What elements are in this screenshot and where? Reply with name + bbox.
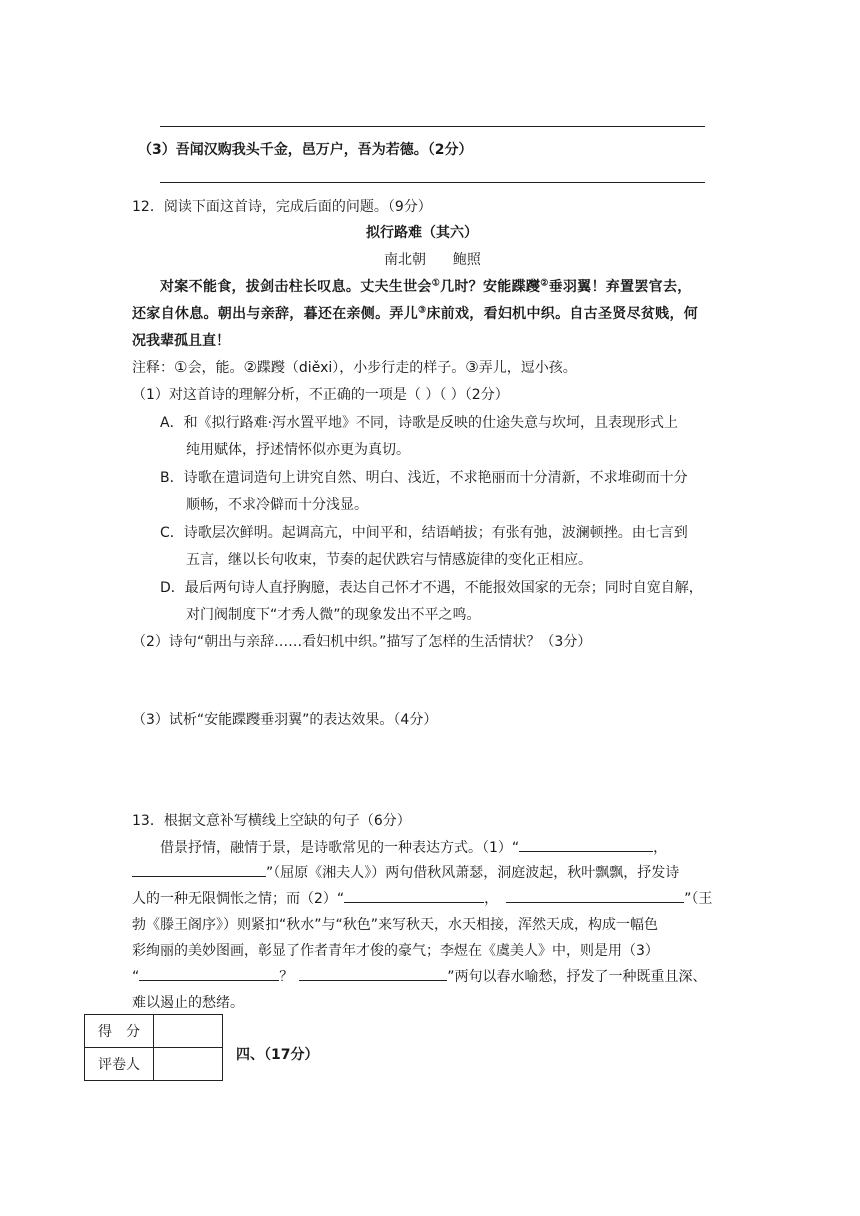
poem-title: 拟行路难（其六） (366, 225, 478, 241)
q12-heading: 12．阅读下面这首诗，完成后面的问题。（9分） (132, 199, 432, 215)
blank[interactable] (344, 889, 484, 903)
blank[interactable] (299, 967, 447, 981)
option-c-line-1: C．诗歌层次鲜明。起调高亢，中间平和，结语峭拔；有张有弛，波澜顿挫。由七言到 (160, 525, 688, 541)
q13-line-5: 彩绚丽的美妙图画，彰显了作者青年才俊的豪气；李煜在《虞美人》中，则是用（3） (132, 943, 659, 959)
q11-item3: （3）吾闻汉购我头千金，邑万户，吾为若德。（2分） (138, 142, 473, 158)
poem-notes: 注释：①会，能。②蹀躞（diěxi），小步行走的样子。③弄儿，逗小孩。 (132, 358, 577, 376)
blank[interactable] (519, 838, 653, 852)
score-label: 得 分 (85, 1015, 154, 1048)
poem-line-2: 还家自休息。朝出与亲辞，暮还在亲侧。弄儿③床前戏，看妇机中织。自古圣贤尽贫贱，何 (132, 305, 699, 322)
q12-sub3: （3）试析“安能蹀躞垂羽翼”的表达效果。（4分） (132, 712, 438, 728)
blank[interactable] (506, 889, 684, 903)
option-a-line-1: A．和《拟行路难·泻水置平地》不同，诗歌是反映的仕途失意与坎坷，且表现形式上 (160, 415, 679, 431)
q13-line-1: 借景抒情，融情于景，是诗歌常见的一种表达方式。（1）“ ， (160, 840, 668, 856)
blank[interactable] (132, 863, 266, 877)
q13-line-3: 人的一种无限惆怅之情；而（2）“ ， ”（王 (132, 891, 713, 907)
answer-line (160, 182, 705, 183)
q13-line-6: “ ？ ”两句以春水喻愁，抒发了一种既重且深、 (132, 969, 707, 985)
q13-line-7: 难以遏止的愁绪。 (132, 995, 244, 1011)
grader-label: 评卷人 (85, 1048, 154, 1081)
q13-heading: 13．根据文意补写横线上空缺的句子（6分） (132, 813, 411, 829)
poem-line-3: 况我辈孤且直！ (132, 333, 230, 349)
score-table (84, 1014, 223, 1081)
blank[interactable] (139, 967, 279, 981)
q12-sub1: （1）对这首诗的理解分析，不正确的一项是（ ）（ ）（2分） (132, 387, 509, 403)
q13-line-4: 勃《滕王阁序》）则紧扣“秋水”与“秋色”来写秋天，水天相接，浑然天成，构成一幅色 (132, 917, 659, 933)
option-d-line-1: D．最后两句诗人直抒胸臆，表达自己怀才不遇，不能报效国家的无奈；同时自宽自解， (160, 580, 703, 596)
poem-author-line (384, 249, 481, 269)
option-b-line-1: B．诗歌在遣词造句上讲究自然、明白、浅近，不求艳丽而十分清新，不求堆砌而十分 (160, 470, 688, 486)
option-c-line-2: 五言，继以长句收束，节奏的起伏跌宕与情感旋律的变化正相应。 (186, 552, 592, 568)
poem-dynasty: 南北朝 (384, 252, 426, 268)
q12-sub2: （2）诗句“朝出与亲辞……看妇机中织。”描写了怎样的生活情状？（3分） (132, 634, 592, 650)
score-value-cell[interactable] (154, 1015, 223, 1048)
option-b-line-2: 顺畅，不求冷僻而十分浅显。 (186, 497, 368, 513)
q13-line-2: ”（屈原《湘夫人》）两句借秋风萧瑟，洞庭波起，秋叶飘飘，抒发诗 (132, 862, 679, 882)
option-a-line-2: 纯用赋体，抒述情怀似亦更为真切。 (186, 442, 410, 458)
section-four-heading: 四、（17分） (236, 1047, 319, 1063)
grader-value-cell[interactable] (154, 1048, 223, 1081)
poem-line-1: 对案不能食，拔剑击柱长叹息。丈夫生世会①几时？安能蹀躞②垂羽翼！弃置罢官去， (160, 278, 692, 295)
option-d-line-2: 对门阀制度下“才秀人微”的现象发出不平之鸣。 (186, 607, 481, 623)
poem-author: 鲍照 (452, 252, 481, 268)
answer-line (160, 126, 705, 127)
